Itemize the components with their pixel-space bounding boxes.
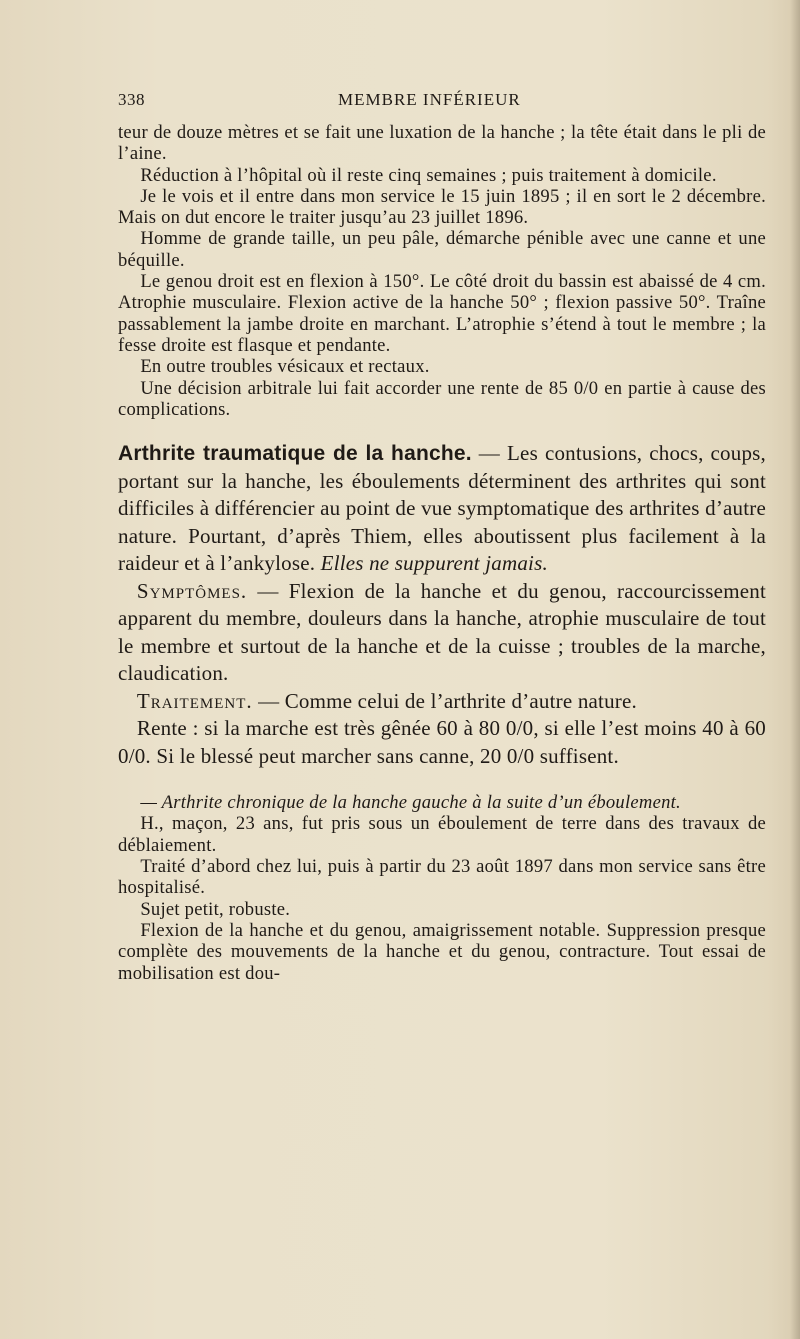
case-one-paragraph: En outre troubles vésicaux et rectaux. <box>140 356 430 378</box>
case-two-paragraph: Flexion de la hanche et du genou, amaigrissement notable. Suppression presque complète des mouvements de la hanche et du genou, contracture. Tout essai de mobilisation est dou- <box>118 919 766 984</box>
running-title: MEMBRE INFÉRIEUR <box>338 90 521 109</box>
traitement-text: — Comme celui de l’arthrite d’autre nature. <box>252 688 637 713</box>
traitement-label: Traitement. <box>136 688 253 713</box>
case-two-paragraph: H., maçon, 23 ans, fut pris sous un éboulement de terre dans des travaux de déblaiement. <box>118 813 766 856</box>
case-one-paragraph: teur de douze mètres et se fait une luxation de la hanche ; la tête était dans le pli de l’aine. <box>118 122 766 165</box>
traitement-paragraph <box>118 688 766 716</box>
case-two-paragraph: Traité d’abord chez lui, puis à partir du 23 août 1897 dans mon service sans être hospitalisé. <box>118 856 766 899</box>
arthrite-intro-text: — Les contusions, chocs, coups, portant sur la hanche, les éboulements déterminent des arthrites qui sont difficiles à différencier au point de vue symptomatique des arthrites d’autre nature. Pourtant, d’après Thiem, elles aboutissent plus facilement à la raideur et à l’ankylose. <box>118 441 766 576</box>
page-edge-shadow <box>790 0 800 1339</box>
arthrite-section <box>118 440 766 770</box>
symptomes-paragraph <box>118 578 766 688</box>
case-one-paragraph: Une décision arbitrale lui fait accorder une rente de 85 0/0 en partie à cause des complications. <box>118 377 766 420</box>
case-one-paragraph: Je le vois et il entre dans mon service le 15 juin 1895 ; il en sort le 2 décembre. Mais on dut encore le traiter jusqu’au 23 juillet 1896. <box>118 185 766 229</box>
case-one-paragraph: Réduction à l’hôpital où il reste cinq semaines ; puis traitement à domicile. <box>140 164 717 186</box>
case-one-paragraph: Le genou droit est en flexion à 150°. Le côté droit du bassin est abaissé de 4 cm. Atrophie musculaire. Flexion active de la hanche 50° ; flexion passive 50°. Traîne passablement la jambe droite en marchant. L’atrophie s’étend à tout le membre ; la fesse droite est flasque et pendante. <box>118 271 766 356</box>
page-number: 338 <box>118 90 145 109</box>
case-one <box>118 122 766 420</box>
symptomes-label: Symptômes. <box>136 578 248 603</box>
case-one-paragraph: Homme de grande taille, un peu pâle, démarche pénible avec une canne et une béquille. <box>118 228 766 271</box>
page-content <box>118 88 766 984</box>
running-header <box>118 88 766 122</box>
case-two <box>118 792 766 984</box>
symptomes-text: — Flexion de la hanche et du genou, raccourcissement apparent du membre, douleurs dans la hanche, atrophie musculaire de tout le membre et surtout de la hanche et de la cuisse ; troubles de la marche, claudication. <box>118 578 766 686</box>
section-heading: Arthrite traumatique de la hanche. <box>118 442 472 466</box>
arthrite-intro-emphasis: Elles ne suppurent jamais. <box>320 551 548 576</box>
case-two-paragraph: Sujet petit, robuste. <box>140 898 291 920</box>
case-two-title: — Arthrite chronique de la hanche gauche à la suite d’un éboulement. <box>140 792 681 814</box>
arthrite-intro <box>118 440 766 578</box>
rente-paragraph: Rente : si la marche est très gênée 60 à 80 0/0, si elle l’est moins 40 à 60 0/0. Si le blessé peut marcher sans canne, 20 0/0 suffisent. <box>118 716 766 768</box>
